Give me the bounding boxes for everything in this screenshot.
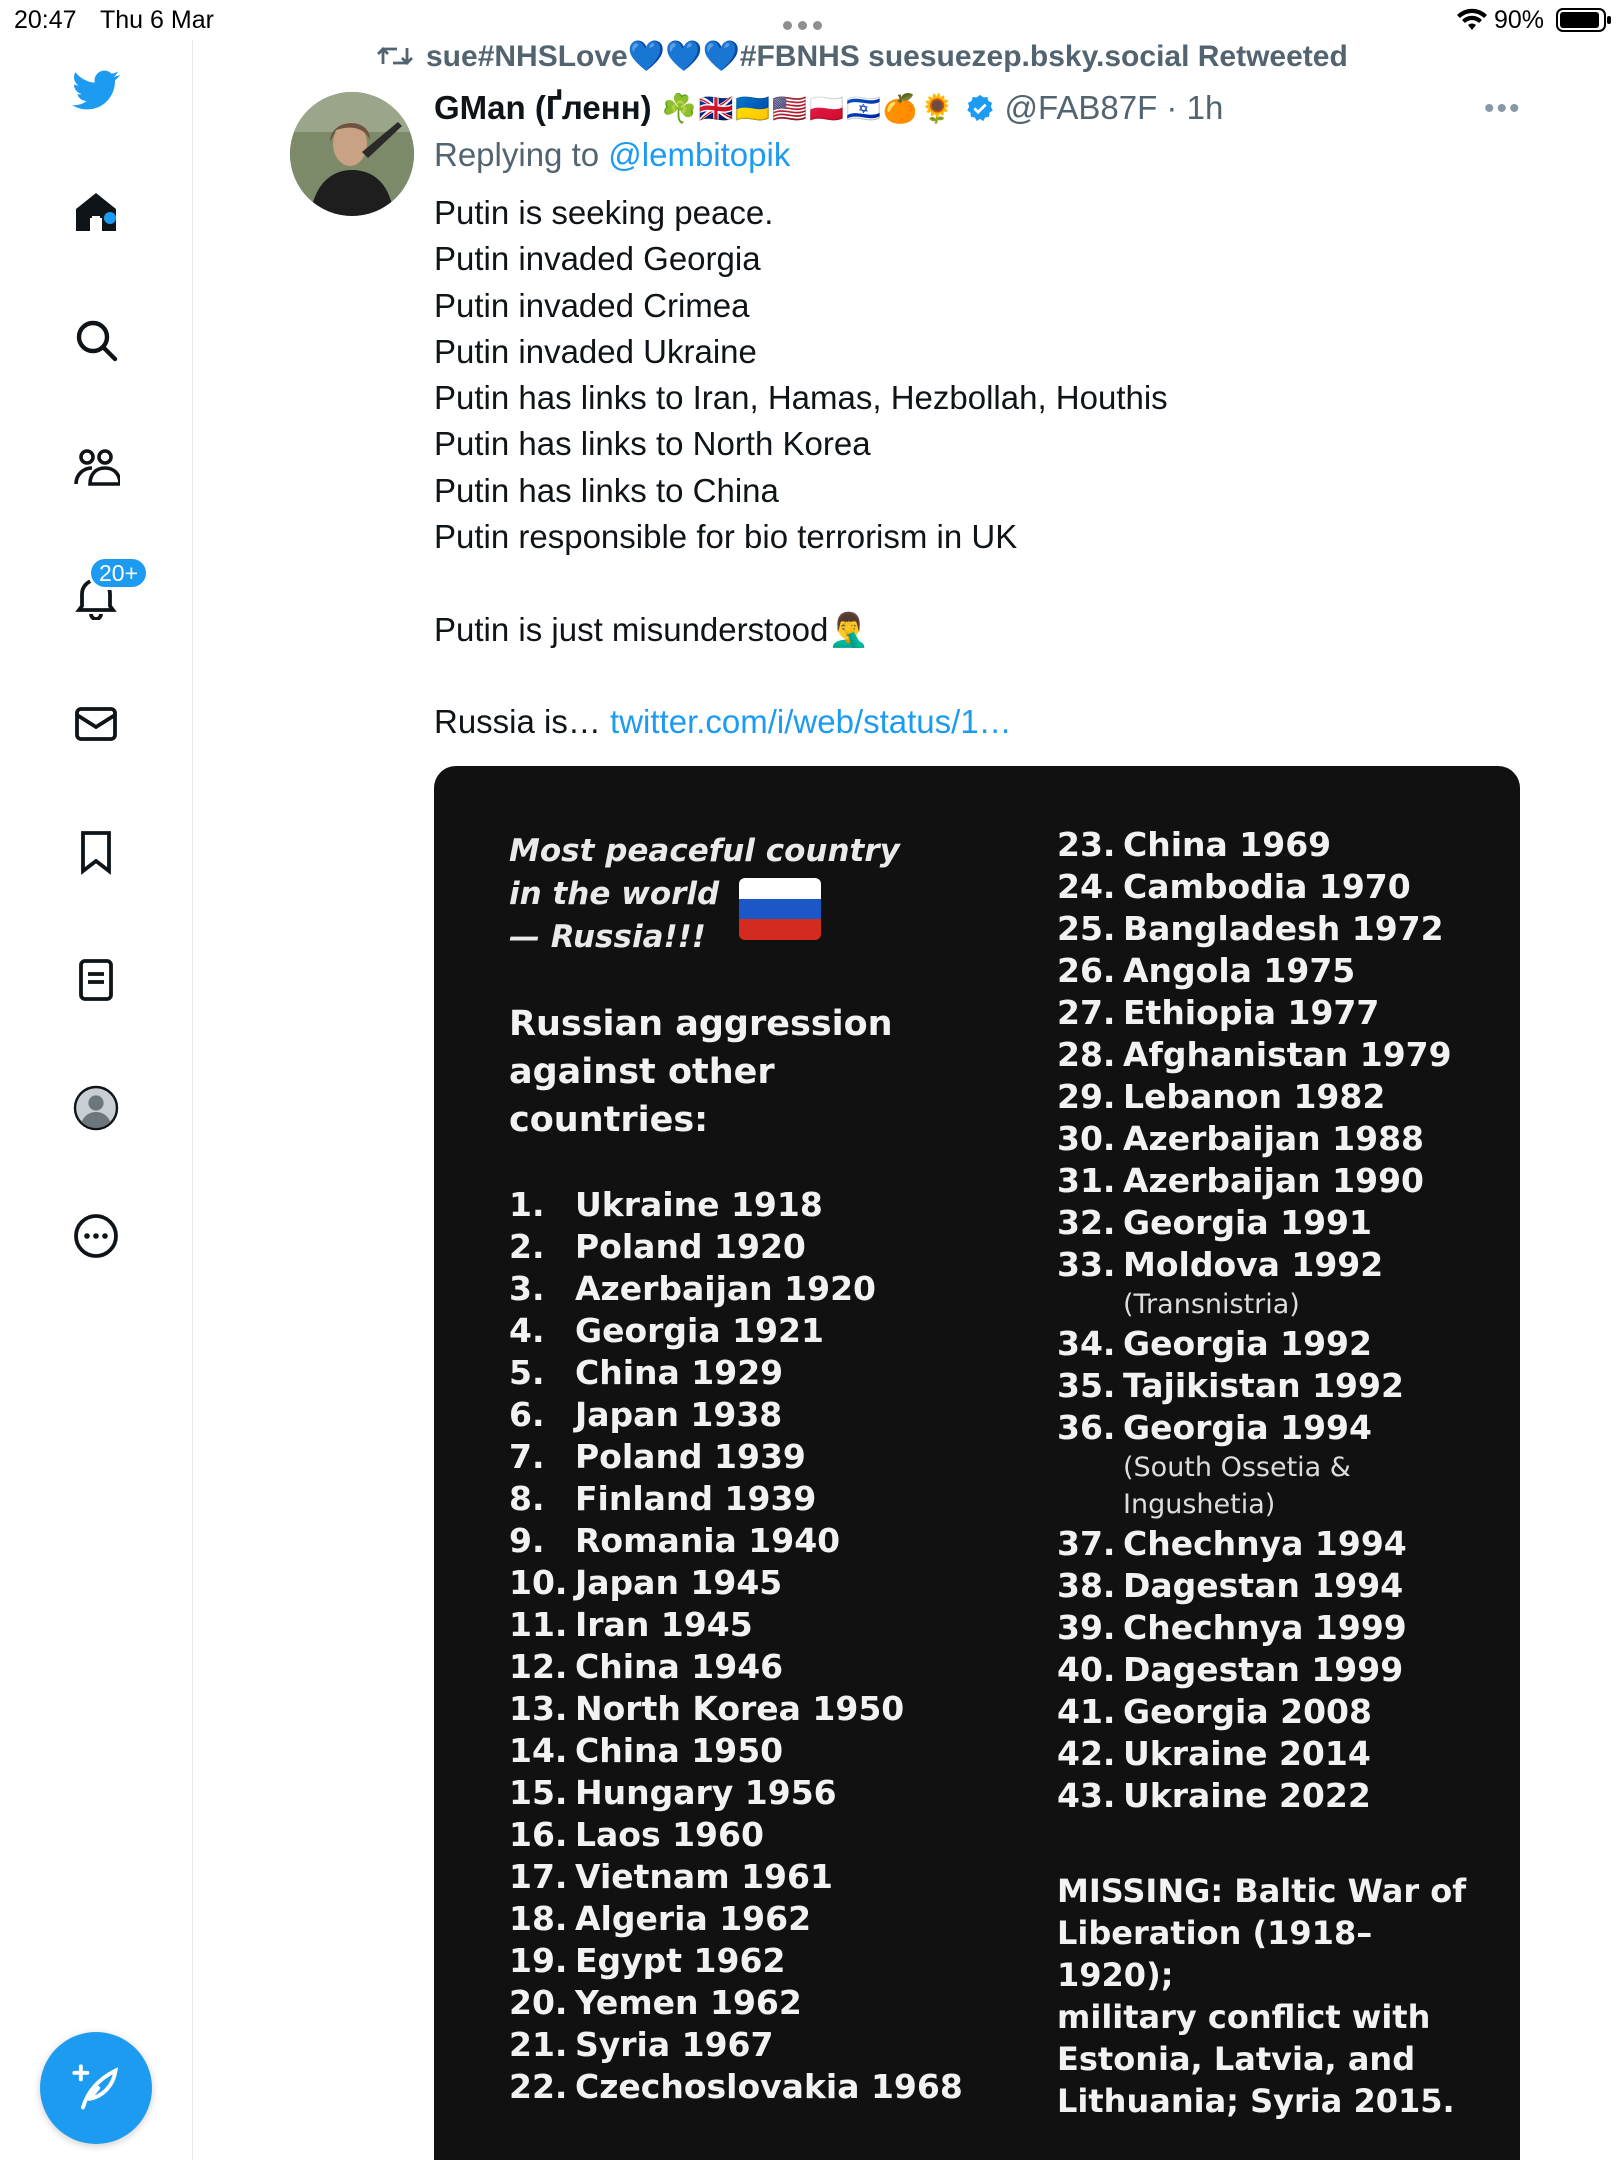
aggression-list-item <box>509 1856 963 1898</box>
list-item-number: 10. <box>509 1563 568 1602</box>
list-item-number: 14. <box>509 1731 568 1770</box>
list-item-country-year: Azerbaijan 1990 <box>1123 1161 1425 1200</box>
list-item-number: 36. <box>1057 1408 1116 1447</box>
tweet-header <box>434 84 1223 132</box>
list-item-country-year: Hungary 1956 <box>575 1773 837 1812</box>
list-item-note: Ingushetia) <box>1123 1489 1276 1520</box>
notifications-badge: 20+ <box>88 556 149 590</box>
list-item-number: 38. <box>1057 1566 1116 1605</box>
list-item-text <box>575 2066 963 2108</box>
list-item-text <box>575 1520 840 1562</box>
tweet-line: Putin is just misunderstood🤦‍♂️ <box>434 610 870 648</box>
list-item-number: 19. <box>509 1941 568 1980</box>
list-item-text <box>575 1604 753 1646</box>
list-item-country-year: Georgia 1921 <box>575 1311 824 1350</box>
list-item-text <box>575 1562 782 1604</box>
list-item-text <box>1123 1649 1403 1691</box>
list-item-number: 24. <box>1057 867 1116 906</box>
list-item-text <box>1123 1076 1385 1118</box>
aggression-list-item <box>509 1268 963 1310</box>
list-item-text <box>575 1772 837 1814</box>
list-item-number: 29. <box>1057 1077 1116 1116</box>
list-item-country-year: Finland 1939 <box>575 1479 817 1518</box>
list-item-text <box>575 1184 823 1226</box>
image-heading <box>509 1000 893 1144</box>
replying-to-label: Replying to <box>434 136 609 173</box>
list-item-number: 37. <box>1057 1524 1116 1563</box>
more-icon[interactable] <box>66 1206 126 1266</box>
list-item-country-year: Ukraine 1918 <box>575 1185 823 1224</box>
aggression-list-item <box>1057 1034 1452 1076</box>
aggression-list-column-2 <box>1057 824 1452 1817</box>
aggression-list-item <box>509 1982 963 2024</box>
multitasking-dots-icon[interactable] <box>783 17 831 27</box>
list-item-text <box>575 1394 782 1436</box>
aggression-list-item <box>1057 824 1452 866</box>
list-item-country-year: Georgia 1991 <box>1123 1203 1372 1242</box>
list-item-country-year: Georgia 1992 <box>1123 1324 1372 1363</box>
author-handle-time[interactable]: @FAB87F · 1h <box>1004 89 1224 126</box>
missing-note-line: military conflict with <box>1057 1998 1431 2036</box>
list-item-number: 31. <box>1057 1161 1116 1200</box>
list-item-text <box>575 1814 764 1856</box>
list-item-number: 16. <box>509 1815 568 1854</box>
battery-icon <box>1556 8 1612 32</box>
list-item-country-year: Yemen 1962 <box>575 1983 802 2022</box>
search-icon[interactable] <box>66 310 126 370</box>
aggression-list-item <box>509 1814 963 1856</box>
list-item-number: 23. <box>1057 825 1116 864</box>
retweet-icon <box>376 40 414 72</box>
list-item-country-year: China 1929 <box>575 1353 784 1392</box>
image-intro-line: in the world <box>509 876 720 912</box>
image-intro <box>509 830 900 959</box>
aggression-list-item <box>1057 1244 1452 1323</box>
list-item-number: 41. <box>1057 1692 1116 1731</box>
list-item-country-year: Georgia 1994 <box>1123 1408 1372 1447</box>
list-item-country-year: Syria 1967 <box>575 2025 774 2064</box>
aggression-list-item <box>509 1898 963 1940</box>
aggression-list-item <box>509 1772 963 1814</box>
list-item-number: 12. <box>509 1647 568 1686</box>
tweet-line: Putin responsible for bio terrorism in UK <box>434 518 1018 556</box>
aggression-list-item <box>509 1436 963 1478</box>
list-item-country-year: Poland 1920 <box>575 1227 806 1266</box>
compose-tweet-icon <box>70 2062 122 2114</box>
list-item-number: 34. <box>1057 1324 1116 1363</box>
aggression-list-item <box>1057 1607 1452 1649</box>
image-heading-line: countries: <box>509 1100 709 1140</box>
list-item-country-year: Vietnam 1961 <box>575 1857 833 1896</box>
image-heading-line: Russian aggression <box>509 1004 893 1044</box>
list-item-country-year: Dagestan 1999 <box>1123 1650 1404 1689</box>
aggression-list-item <box>1057 1202 1452 1244</box>
list-item-country-year: Azerbaijan 1988 <box>1123 1119 1425 1158</box>
list-item-number: 35. <box>1057 1366 1116 1405</box>
list-item-number: 15. <box>509 1773 568 1812</box>
aggression-list-item <box>1057 992 1452 1034</box>
list-item-country-year: North Korea 1950 <box>575 1689 905 1728</box>
image-heading-line: against other <box>509 1052 775 1092</box>
list-item-number: 3. <box>509 1269 545 1308</box>
list-item-text <box>575 1898 811 1940</box>
list-item-country-year: Georgia 2008 <box>1123 1692 1372 1731</box>
tweet-more-options-icon[interactable]: ••• <box>1484 92 1522 125</box>
list-item-number: 21. <box>509 2025 568 2064</box>
author-emojis: ☘️🇬🇧🇺🇦🇺🇸🇵🇱🇮🇱🍊🌻 <box>661 92 957 124</box>
aggression-list-item <box>509 2024 963 2066</box>
list-item-country-year: China 1950 <box>575 1731 784 1770</box>
missing-note-line: Liberation (1918–1920); <box>1057 1914 1373 1994</box>
list-item-number: 8. <box>509 1479 545 1518</box>
aggression-list-item <box>1057 1323 1452 1365</box>
aggression-list-item <box>1057 1691 1452 1733</box>
retweeted-by-text: sue#NHSLove💙💙💙#FBNHS suesuezep.bsky.social Retweeted <box>426 39 1348 73</box>
list-item-number: 26. <box>1057 951 1116 990</box>
list-item-number: 32. <box>1057 1203 1116 1242</box>
list-item-country-year: Azerbaijan 1920 <box>575 1269 877 1308</box>
replying-to <box>434 136 790 174</box>
list-item-number: 25. <box>1057 909 1116 948</box>
list-item-number: 4. <box>509 1311 545 1350</box>
replying-to-mention[interactable]: @lembitopik <box>608 136 791 173</box>
list-item-text <box>1123 1775 1371 1817</box>
aggression-list-item <box>509 1646 963 1688</box>
list-item-number: 33. <box>1057 1245 1116 1284</box>
missing-note-line: MISSING: Baltic War of <box>1057 1872 1467 1910</box>
tweet-text <box>434 190 1168 746</box>
aggression-list-item <box>1057 1076 1452 1118</box>
image-intro-line: — Russia!!! <box>509 919 706 955</box>
aggression-list-item <box>509 1184 963 1226</box>
list-item-number: 7. <box>509 1437 545 1476</box>
list-item-text <box>575 1856 833 1898</box>
list-item-country-year: China 1969 <box>1123 825 1332 864</box>
messages-icon[interactable] <box>66 694 126 754</box>
list-item-number: 20. <box>509 1983 568 2022</box>
lists-icon[interactable] <box>66 950 126 1010</box>
list-item-text <box>575 1352 783 1394</box>
list-item-country-year: Lebanon 1982 <box>1123 1077 1386 1116</box>
home-unread-dot <box>104 212 116 224</box>
list-item-country-year: Ethiopia 1977 <box>1123 993 1380 1032</box>
list-item-number: 22. <box>509 2067 568 2106</box>
tweet-link[interactable]: twitter.com/i/web/status/1… <box>610 703 1012 741</box>
aggression-list-column-1 <box>509 1184 963 2108</box>
list-item-text <box>575 1730 783 1772</box>
aggression-list-item <box>509 1226 963 1268</box>
list-item-text <box>575 1436 806 1478</box>
list-item-country-year: Japan 1938 <box>575 1395 783 1434</box>
list-item-country-year: Ukraine 2014 <box>1123 1734 1371 1773</box>
list-item-country-year: Ukraine 2022 <box>1123 1776 1371 1815</box>
tweet-line: Putin invaded Georgia <box>434 240 761 278</box>
list-item-text <box>1123 1407 1372 1523</box>
tweet-line-prefix: Russia is… <box>434 703 611 741</box>
list-item-note: (South Ossetia & <box>1123 1452 1351 1483</box>
compose-tweet-button[interactable] <box>40 2032 152 2144</box>
list-item-country-year: Poland 1939 <box>575 1437 806 1476</box>
wifi-icon <box>1456 8 1488 32</box>
russia-flag-icon <box>739 878 821 940</box>
list-item-text <box>1123 866 1411 908</box>
list-item-number: 40. <box>1057 1650 1116 1689</box>
aggression-list-item <box>1057 1118 1452 1160</box>
list-item-text <box>575 1982 802 2024</box>
tweet-line: Putin has links to China <box>434 471 779 509</box>
list-item-country-year: Moldova 1992 <box>1123 1245 1384 1284</box>
list-item-number: 30. <box>1057 1119 1116 1158</box>
list-item-text <box>1123 1160 1424 1202</box>
list-item-number: 11. <box>509 1605 568 1644</box>
list-item-text <box>1123 950 1355 992</box>
aggression-list-item <box>509 1478 963 1520</box>
list-item-text <box>575 1226 806 1268</box>
list-item-number: 17. <box>509 1857 568 1896</box>
list-item-country-year: Egypt 1962 <box>575 1941 786 1980</box>
list-item-country-year: Afghanistan 1979 <box>1123 1035 1452 1074</box>
aggression-list-item <box>509 1604 963 1646</box>
list-item-number: 5. <box>509 1353 545 1392</box>
list-item-text <box>575 1646 783 1688</box>
aggression-list-item <box>509 1520 963 1562</box>
list-item-number: 6. <box>509 1395 545 1434</box>
aggression-list-item <box>1057 1649 1452 1691</box>
list-item-text <box>575 1940 785 1982</box>
list-item-text <box>1123 1323 1372 1365</box>
tweet-line-link <box>434 699 1168 745</box>
list-item-country-year: Dagestan 1994 <box>1123 1566 1404 1605</box>
list-item-note: (Transnistria) <box>1123 1289 1300 1320</box>
tweet-line: Putin invaded Crimea <box>434 286 750 324</box>
aggression-list-item <box>1057 1523 1452 1565</box>
list-item-text <box>1123 1034 1452 1076</box>
list-item-number: 39. <box>1057 1608 1116 1647</box>
list-item-country-year: Chechnya 1999 <box>1123 1608 1407 1647</box>
aggression-list-item <box>509 1310 963 1352</box>
list-item-text <box>575 1688 904 1730</box>
missing-note-line: Lithuania; Syria 2015. <box>1057 2082 1455 2120</box>
aggression-list-item <box>1057 1160 1452 1202</box>
aggression-list-item <box>509 1940 963 1982</box>
home-icon[interactable] <box>66 182 126 242</box>
aggression-list-item <box>509 1730 963 1772</box>
list-item-country-year: Laos 1960 <box>575 1815 764 1854</box>
tweet-line: Putin is seeking peace. <box>434 194 774 231</box>
aggression-list-item <box>1057 950 1452 992</box>
communities-icon[interactable] <box>66 438 126 498</box>
status-time: 20:47 <box>14 6 77 34</box>
list-item-text <box>575 1268 876 1310</box>
list-item-text <box>1123 1365 1404 1407</box>
aggression-list-item <box>1057 1407 1452 1523</box>
list-item-number: 28. <box>1057 1035 1116 1074</box>
list-item-number: 18. <box>509 1899 568 1938</box>
aggression-list-item <box>509 1562 963 1604</box>
list-item-number: 27. <box>1057 993 1116 1032</box>
list-item-text <box>1123 1565 1403 1607</box>
list-item-number: 1. <box>509 1185 545 1224</box>
tweet-image[interactable] <box>434 766 1520 2160</box>
retweeted-by[interactable] <box>376 36 1348 76</box>
list-item-text <box>575 1478 816 1520</box>
list-item-text <box>1123 1691 1372 1733</box>
aggression-list-item <box>1057 1365 1452 1407</box>
list-item-country-year: Bangladesh 1972 <box>1123 909 1444 948</box>
aggression-list-item <box>1057 908 1452 950</box>
bookmarks-icon[interactable] <box>66 822 126 882</box>
list-item-country-year: Romania 1940 <box>575 1521 841 1560</box>
status-date: Thu 6 Mar <box>100 6 214 34</box>
list-item-country-year: Japan 1945 <box>575 1563 783 1602</box>
missing-note-line: Estonia, Latvia, and <box>1057 2040 1416 2078</box>
list-item-text <box>1123 1607 1407 1649</box>
list-item-number: 13. <box>509 1689 568 1728</box>
list-item-country-year: China 1946 <box>575 1647 784 1686</box>
list-item-text <box>1123 908 1444 950</box>
status-bar <box>0 0 1620 40</box>
sidebar-nav <box>0 40 193 2160</box>
list-item-country-year: Iran 1945 <box>575 1605 753 1644</box>
tweet-line: Putin has links to North Korea <box>434 425 871 463</box>
list-item-text <box>1123 824 1331 866</box>
list-item-country-year: Cambodia 1970 <box>1123 867 1411 906</box>
list-item-number: 42. <box>1057 1734 1116 1773</box>
aggression-list-item <box>509 1688 963 1730</box>
image-intro-line: Most peaceful country <box>509 833 900 869</box>
list-item-text <box>1123 1523 1407 1565</box>
aggression-list-item <box>509 2066 963 2108</box>
aggression-list-item <box>1057 866 1452 908</box>
list-item-text <box>1123 1118 1424 1160</box>
list-item-text <box>1123 1733 1371 1775</box>
missing-note <box>1057 1870 1477 2122</box>
list-item-text <box>1123 1244 1383 1323</box>
list-item-country-year: Angola 1975 <box>1123 951 1356 990</box>
list-item-number: 2. <box>509 1227 545 1266</box>
tweet-line: Putin has links to Iran, Hamas, Hezbollah, Houthis <box>434 379 1168 417</box>
aggression-list-item <box>509 1352 963 1394</box>
aggression-list-item <box>1057 1775 1452 1817</box>
aggression-list-item <box>1057 1733 1452 1775</box>
aggression-list-item <box>1057 1565 1452 1607</box>
list-item-country-year: Tajikistan 1992 <box>1123 1366 1404 1405</box>
list-item-number: 43. <box>1057 1776 1116 1815</box>
list-item-country-year: Chechnya 1994 <box>1123 1524 1407 1563</box>
author-name[interactable]: GMan (Ґленн) <box>434 89 652 126</box>
battery-percent: 90% <box>1494 6 1545 34</box>
list-item-text <box>575 1310 824 1352</box>
verified-badge-icon <box>965 93 995 123</box>
list-item-country-year: Algeria 1962 <box>575 1899 812 1938</box>
list-item-text <box>1123 992 1379 1034</box>
list-item-number: 9. <box>509 1521 545 1560</box>
profile-icon[interactable] <box>66 1078 126 1138</box>
tweet-line: Putin invaded Ukraine <box>434 332 757 370</box>
aggression-list-item <box>509 1394 963 1436</box>
twitter-bird-icon[interactable] <box>66 60 126 120</box>
list-item-country-year: Czechoslovakia 1968 <box>575 2067 963 2106</box>
list-item-text <box>1123 1202 1372 1244</box>
author-avatar[interactable] <box>290 92 414 216</box>
list-item-text <box>575 2024 773 2066</box>
